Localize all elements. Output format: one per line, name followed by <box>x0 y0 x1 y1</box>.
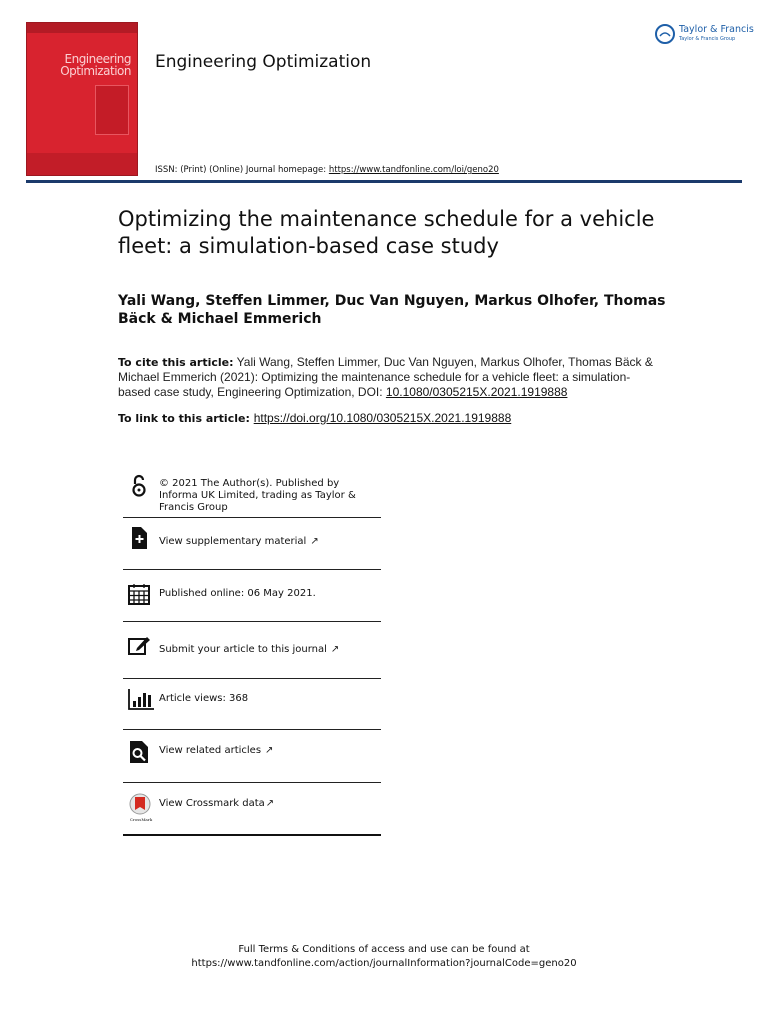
article-info-list <box>123 466 381 836</box>
cite-label: To cite this article: <box>118 356 234 369</box>
views-row <box>123 679 381 730</box>
edit-icon <box>127 634 151 658</box>
crossmark-link[interactable] <box>159 798 274 810</box>
supplementary-label: View supplementary material <box>159 536 307 547</box>
published-row <box>123 570 381 622</box>
journal-cover-image <box>26 22 138 176</box>
related-row[interactable] <box>123 730 381 783</box>
bar-chart-icon <box>127 687 151 711</box>
article-views: Article views: 368 <box>159 693 249 704</box>
crossmark-label: View Crossmark data <box>159 798 265 809</box>
doi-link[interactable]: 10.1080/0305215X.2021.1919888 <box>385 385 568 399</box>
crossmark-row[interactable] <box>123 783 381 836</box>
search-document-icon <box>127 740 151 764</box>
copyright-text: © 2021 The Author(s). Published by Informa UK Limited, trading as Taylor & Francis Group <box>159 478 356 513</box>
open-access-row <box>123 466 381 518</box>
published-date: Published online: 06 May 2021. <box>159 588 316 599</box>
citation-block <box>118 355 658 400</box>
related-label: View related articles <box>159 745 262 756</box>
external-link-icon: ↗ <box>310 536 319 547</box>
external-link-icon: ↗ <box>265 745 274 756</box>
calendar-icon <box>127 582 151 606</box>
article-link-block <box>118 411 511 425</box>
crossmark-logo-text: CrossMark <box>129 817 153 822</box>
submit-label: Submit your article to this journal <box>159 644 327 655</box>
crossmark-icon <box>127 793 151 823</box>
terms-line1: Full Terms & Conditions of access and use can be found at <box>238 944 530 955</box>
publisher-logo[interactable] <box>655 22 754 48</box>
external-link-icon: ↗ <box>330 644 340 655</box>
open-access-icon <box>127 474 151 498</box>
supplementary-link[interactable] <box>159 536 319 548</box>
external-link-icon: ↗ <box>265 798 275 809</box>
cover-title-line2: Optimization <box>60 64 131 78</box>
cover-title-line1: Engineering <box>64 52 131 66</box>
supplementary-row[interactable] <box>123 518 381 570</box>
cover-title <box>60 53 131 77</box>
journal-title: Engineering Optimization <box>155 52 372 72</box>
related-articles-link[interactable] <box>159 745 273 757</box>
journal-homepage-link[interactable]: https://www.tandfonline.com/loi/geno20 <box>328 165 499 175</box>
terms-url[interactable]: https://www.tandfonline.com/action/journalInformation?journalCode=geno20 <box>191 958 577 969</box>
link-label: To link to this article: <box>118 412 254 425</box>
publisher-name: Taylor & Francis <box>679 24 754 35</box>
issn-text: ISSN: (Print) (Online) Journal homepage: <box>155 165 329 175</box>
issn-line <box>155 165 499 175</box>
article-authors: Yali Wang, Steffen Limmer, Duc Van Nguyen, Markus Olhofer, Thomas Bäck & Michael Emmerich <box>118 293 666 327</box>
publisher-group: Taylor & Francis Group <box>679 36 736 42</box>
article-title: Optimizing the maintenance schedule for a vehicle fleet: a simulation-based case study <box>118 207 655 258</box>
cover-bottom-band <box>27 153 137 175</box>
terms-footer <box>0 943 768 971</box>
cover-top-strip <box>27 23 137 33</box>
cover-picture <box>95 85 129 135</box>
submit-row[interactable] <box>123 622 381 679</box>
cite-text: Yali Wang, Steffen Limmer, Duc Van Nguyen, Markus Olhofer, Thomas Bäck & Michael Emmerich (2021): Optimizing the maintenance schedule for a vehicle fleet: a simulation-based case study, Engineering Optimization, DOI: <box>118 355 653 399</box>
article-url-link[interactable]: https://doi.org/10.1080/0305215X.2021.1919888 <box>253 411 512 425</box>
header-rule <box>26 180 742 183</box>
submit-link[interactable] <box>159 644 339 656</box>
file-plus-icon <box>127 526 151 550</box>
tf-logo-icon <box>655 24 675 44</box>
